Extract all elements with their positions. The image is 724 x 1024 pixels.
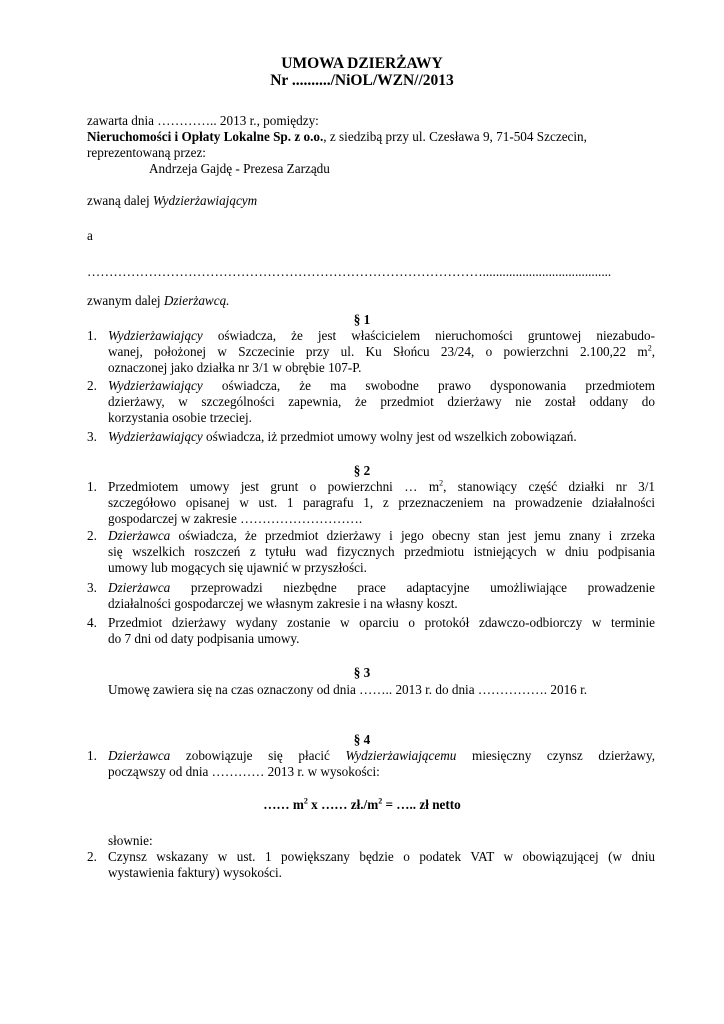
rent-formula: …… $m^2$ x …… $zł./m^2$ = ….. zł netto bbox=[263, 796, 461, 812]
document-title: UMOWA DZIERŻAWY bbox=[281, 55, 443, 72]
lessor-designation: zwaną dalej Wydzierżawiającym bbox=[87, 193, 258, 208]
section-3-heading: § 3 bbox=[353, 665, 371, 680]
amount-in-words: słownie: bbox=[108, 833, 153, 848]
s3-text: Umowę zawiera się na czas oznaczony od dnia …….. 2013 r. do dnia ……………. 2016 r. bbox=[108, 682, 588, 697]
section-1-heading: § 1 bbox=[353, 312, 371, 327]
company-name: Nieruchomości i Opłaty Lokalne Sp. z o.o. bbox=[87, 129, 324, 144]
representative-name: Andrzeja Gajdę - Prezesa Zarządu bbox=[149, 161, 330, 176]
conjunction-a: a bbox=[87, 228, 93, 243]
represented-by: reprezentowaną przez: bbox=[87, 145, 206, 160]
document-page: UMOWA DZIERŻAWY Nr ........../NiOL/WZN//2013 zawarta dnia ………….. 2013 r., pomiędzy: Nieruchomości i Opłaty Lokalne Sp. z o.o., z siedzibą przy ul. Czesława 9, 71-504 Szczecin, reprezentowaną przez: Andrzeja Gajdę - Prezesa Zarządu zwaną dalej Wydzierżawiającym a ………………………………………………………………………………....................................... zwanym dalej Dzierżawcą. § 1 1. Wydzierżawiający oświadcza, że jest właścicielem nieruchomości gruntowej niezabudo- wanej, położonej w Szczecinie przy ul. Ku Słońcu 23/24, o powierzchni 2.100,22 $m^2$, oznaczonej jako działka nr 3/1 w obrębie 107-P. 2. Wydzierżawiający oświadcza, że ma swobodne prawo dysponowania przedmiotem dzierżawy, w szczególności zapewnia, że przedmiot dzierżawy nie został oddany do korzystania osobie trzeciej. 3. Wydzierżawiający oświadcza, iż przedmiot umowy wolny jest od wszelkich zobowiązań. § 2 1. Przedmiotem umowy jest grunt o powierzchni … $m^2$, stanowiący część działki nr 3/1 szczegółowo opisanej w ust. 1 paragrafu 1, z przeznaczeniem na prowadzenie działalności gospodarczej w zakresie ………………………. 2. Dzierżawca oświadcza, że przedmiot dzierżawy i jego obecny stan jest jemu znany i zrzeka się wszelkich roszczeń z tytułu wad fizycznych przedmiotu istniejących w dniu podpisania umowy lub mogących się ujawnić w przyszłości. 3. Dzierżawca przeprowadzi niezbędne prace adaptacyjne umożliwiające prowadzenie działalności gospodarczej we własnym zakresie i na własny koszt. 4. Przedmiot dzierżawy wydany zostanie w oparciu o protokół zdawczo-odbiorczy w terminie do 7 dni od daty podpisania umowy. § 3 Umowę zawiera się na czas oznaczony od dnia …….. 2013 r. do dnia ……………. 2016 r. § 4 1. Dzierżawca zobowiązuje się płacić Wydzierżawiającemu miesięczny czynsz dzierżawy, począwszy od dnia ………… 2013 r. w wysokości: …… $m^2$ x …… $zł./m^2$ = ….. zł netto słownie: 2. Czynsz wskazany w ust. 1 powiększany będzie o podatek VAT w obowiązującej (w dniu wystawienia faktury) wysokości. bbox=[0, 0, 724, 1024]
lessee-designation: zwanym dalej Dzierżawcą. bbox=[87, 293, 230, 308]
lessee-blank-line: ………………………………………………………………………………....................................... bbox=[87, 264, 612, 279]
company-address: , z siedzibą przy ul. Czesława 9, 71-504 Szczecin, bbox=[323, 129, 587, 144]
party-company bbox=[87, 129, 587, 145]
section-4-heading: § 4 bbox=[353, 732, 371, 747]
section-2-heading: § 2 bbox=[353, 463, 371, 478]
date-line: zawarta dnia ………….. 2013 r., pomiędzy: bbox=[87, 113, 319, 128]
document-number: Nr ........../NiOL/WZN//2013 bbox=[270, 72, 454, 89]
